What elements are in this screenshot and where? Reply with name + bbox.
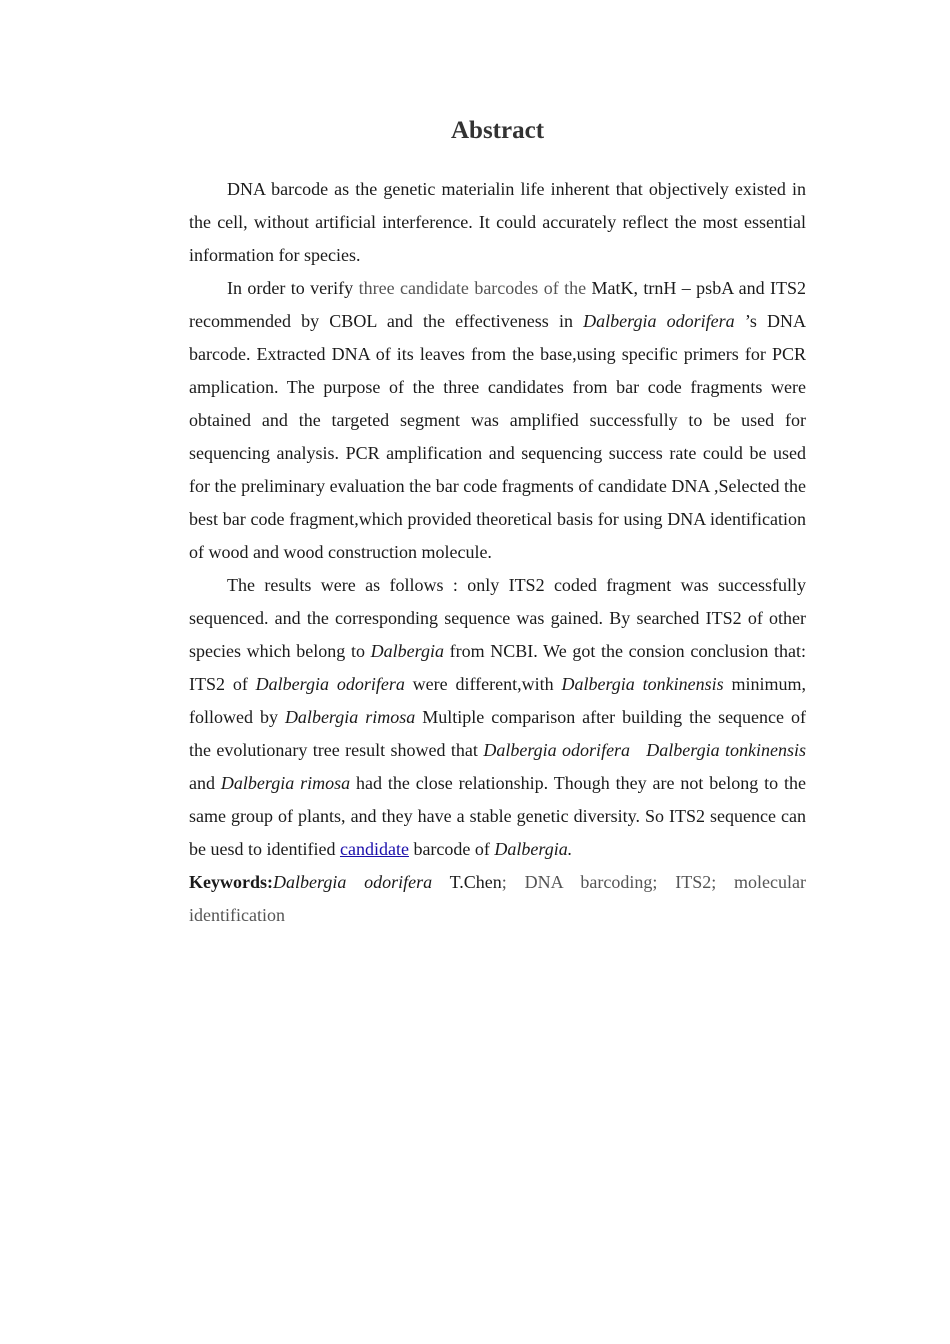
page-title: Abstract [450, 117, 545, 144]
p2-text-a: In order to verify [227, 278, 359, 298]
p3-text-d: minimum, followed by [189, 674, 806, 727]
keywords-label: Keywords: [189, 872, 273, 892]
keywords-list: ; DNA barcoding; ITS2; molecular identification [189, 872, 806, 925]
p3-text-c: were different,with [404, 674, 562, 694]
p3-species-1: Dalbergia odorifera [255, 674, 405, 694]
abstract-page [189, 112, 806, 932]
abstract-paragraph-2 [189, 272, 806, 569]
p2-text-c: ’s DNA barcode. Extracted DNA of its leaves from the base,using specific primers for PCR amplication. The purpose of the three candidates from bar code fragments were obtained and the targeted segment was amplified successfully to be used for sequencing analysis. PCR amplification and sequencing success rate could be used for the preliminary evaluation the bar code fragments of candidate DNA ,Selected the best bar code fragment,which provided theoretical basis for using DNA identification of wood and wood construction molecule. [189, 311, 806, 562]
p3-text-b: from NCBI. We got the consion conclusion that: ITS2 of [189, 641, 806, 694]
candidate-link[interactable]: candidate [339, 839, 409, 859]
p2-species-name: Dalbergia odorifera [583, 311, 735, 331]
p3-species-3: Dalbergia rimosa [284, 707, 416, 727]
p3-species-4: Dalbergia odorifera [483, 740, 631, 760]
keywords-line [189, 866, 806, 932]
p3-text-e: Multiple comparison after building the sequence of the evolutionary tree result showed that [189, 707, 806, 760]
abstract-paragraph-1: DNA barcode as the genetic materialin life inherent that objectively existed in the cell, without artificial interference. It could accurately reflect the most essential information for species. [189, 179, 806, 265]
p3-species-2: Dalbergia tonkinensis [561, 674, 724, 694]
p3-text-g: had the close relationship. Though they are not belong to the same group of plants, and they have a stable genetic diversity. So ITS2 sequence can be uesd to identified [189, 773, 806, 859]
p3-species-5: Dalbergia tonkinensis [646, 740, 807, 760]
p2-text-grey: three candidate barcodes of the [358, 278, 592, 298]
p3-text-f: and [189, 773, 221, 793]
keywords-species: Dalbergia odorifera [273, 872, 433, 892]
p3-text-a: The results were as follows : only ITS2 coded fragment was successfully sequenced. and the corresponding sequence was gained. By searched ITS2 of other species which belong to [189, 575, 806, 661]
abstract-paragraph-3 [189, 569, 806, 866]
keywords-author: T.Chen [432, 872, 502, 892]
p2-text-b: MatK, trnH – psbA and ITS2 recommended by CBOL and the effectiveness in [189, 278, 806, 331]
p3-text-h: barcode of [408, 839, 495, 859]
p3-genus-2: Dalbergia. [494, 839, 573, 859]
p3-genus-1: Dalbergia [370, 641, 444, 661]
p3-species-6: Dalbergia rimosa [220, 773, 351, 793]
